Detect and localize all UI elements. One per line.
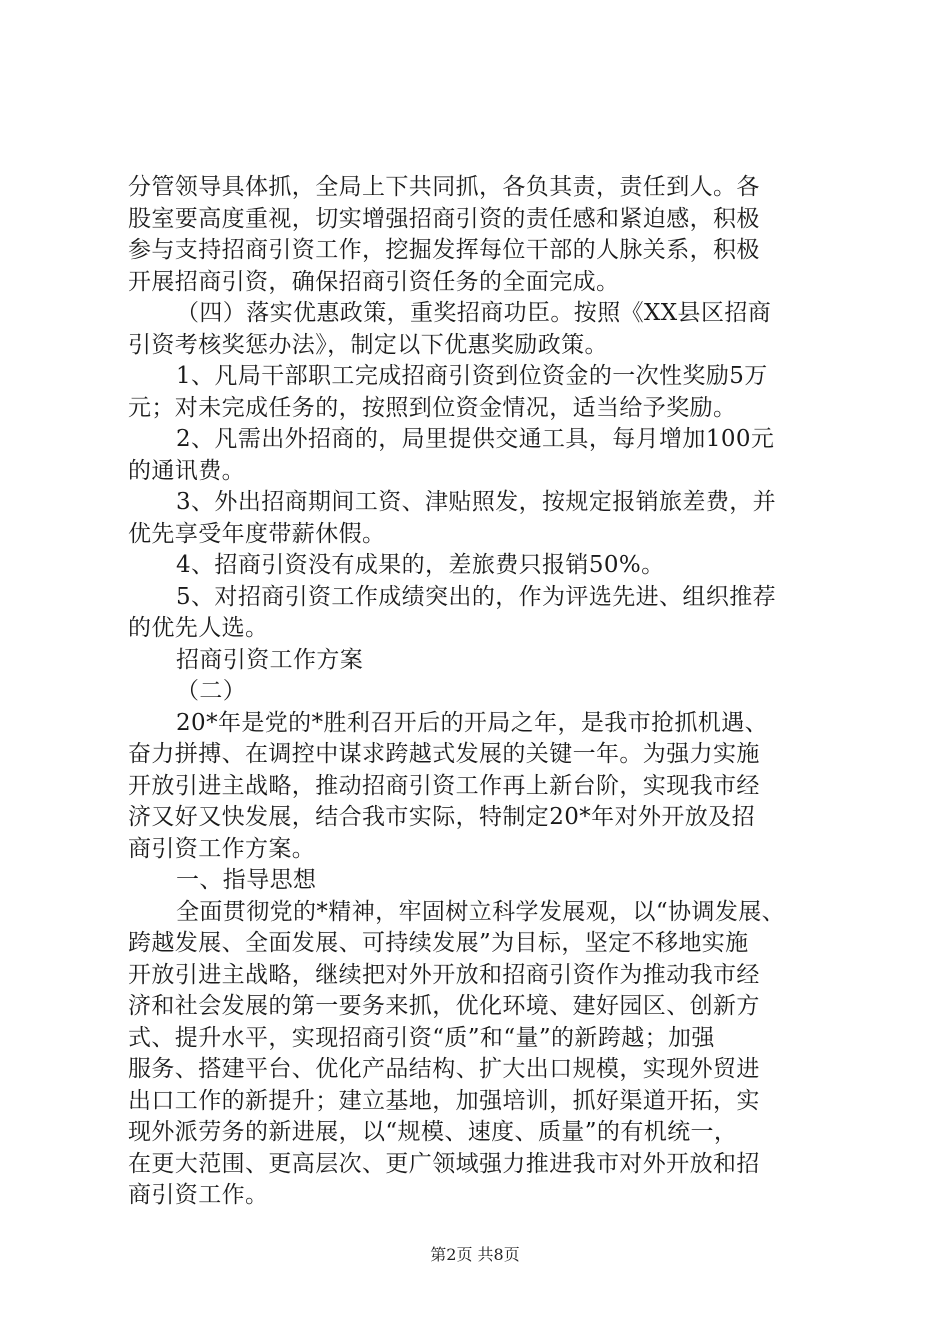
text-line: 式、提升水平，实现招商引资“质”和“量”的新跨越；加强 (128, 1024, 715, 1051)
text-line: 开放引进主战略，继续把对外开放和招商引资作为推动我市经 (128, 961, 760, 988)
text-line: 商引资工作方案。 (128, 835, 316, 862)
text-line: 3、外出招商期间工资、津贴照发，按规定报销旅差费，并 (176, 489, 777, 515)
text-line: 全面贯彻党的*精神，牢固树立科学发展观，以“协调发展、 (176, 898, 786, 925)
text-line: 的优先人选。 (128, 615, 269, 641)
text-line: 元；对未完成任务的，按照到位资金情况，适当给予奖励。 (128, 394, 737, 421)
text-line: 在更大范围、更高层次、更广领域强力推进我市对外开放和招 (128, 1150, 760, 1177)
text-line: 5、对招商引资工作成绩突出的，作为评选先进、组织推荐 (176, 583, 777, 610)
text-line: 现外派劳务的新进展，以“规模、速度、质量”的有机统一， (128, 1119, 738, 1145)
text-line: 4、招商引资没有成果的，差旅费只报销50%。 (176, 552, 665, 578)
text-line: 济和社会发展的第一要务来抓，优化环境、建好园区、创新方 (128, 993, 760, 1019)
section-subtitle: （二） (176, 678, 247, 704)
page-number-footer: 第2页 共8页 (430, 1245, 520, 1264)
text-line: 参与支持招商引资工作，挖掘发挥每位干部的人脉关系，积极 (128, 237, 760, 263)
text-line: 开展招商引资，确保招商引资任务的全面完成。 (128, 268, 620, 295)
document-body (128, 172, 828, 1212)
text-line: 济又好又快发展，结合我市实际，特制定20*年对外开放及招 (128, 804, 755, 830)
text-line: 奋力拼搏、在调控中谋求跨越式发展的关键一年。为强力实施 (128, 741, 760, 767)
text-line: 股室要高度重视，切实增强招商引资的责任感和紧迫感，积极 (128, 205, 760, 232)
text-line: 分管领导具体抓，全局上下共同抓，各负其责，责任到人。各 (128, 174, 760, 200)
text-line: 跨越发展、全面发展、可持续发展”为目标，坚定不移地实施 (128, 930, 749, 956)
text-line: 20*年是党的*胜利召开后的开局之年，是我市抢抓机遇、 (176, 709, 769, 736)
text-line: 开放引进主战略，推动招商引资工作再上新台阶，实现我市经 (128, 772, 760, 799)
text-line: 服务、搭建平台、优化产品结构、扩大出口规模，实现外贸进 (128, 1056, 760, 1082)
text-line: 2、凡需出外招商的，局里提供交通工具，每月增加100元 (176, 426, 775, 452)
text-line: 商引资工作。 (128, 1182, 269, 1208)
text-line: 1、凡局干部职工完成招商引资到位资金的一次性奖励5万 (176, 363, 768, 389)
text-line: （四）落实优惠政策，重奖招商功臣。按照《XX县区招商 (176, 300, 772, 326)
text-line: 出口工作的新提升；建立基地，加强培训，抓好渠道开拓，实 (128, 1087, 760, 1114)
text-line: 引资考核奖惩办法》，制定以下优惠奖励政策。 (128, 331, 608, 358)
section-heading: 一、指导思想 (176, 867, 317, 893)
section-title: 招商引资工作方案 (176, 646, 364, 673)
text-line: 的通讯费。 (128, 457, 245, 484)
text-line: 优先享受年度带薪休假。 (128, 520, 386, 547)
